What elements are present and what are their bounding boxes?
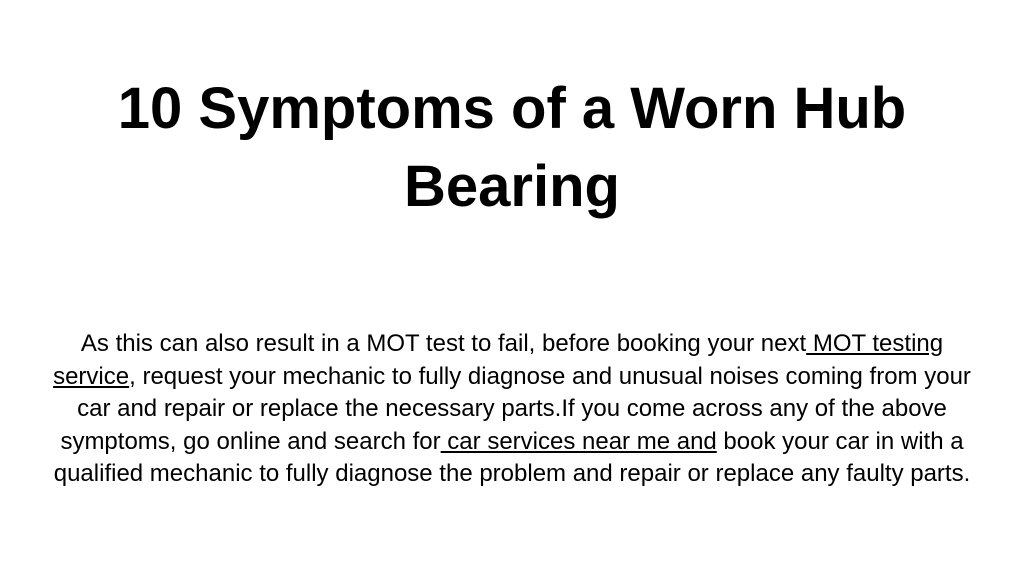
mot-testing-service-link[interactable]: MOT testing service <box>53 330 944 390</box>
car-services-near-me-link[interactable]: car services near me and <box>440 427 717 455</box>
paragraph-text-3: book your car in with a qualified mechanic to fully diagnose the problem and repair or replace any faulty parts. <box>53 427 971 487</box>
paragraph-text-1: As this can also result in a MOT test to fail, before booking your next <box>80 330 807 357</box>
slide-body-paragraph <box>48 328 976 491</box>
paragraph-text-2: , request your mechanic to fully diagnose and unusual noises coming from your car and repair or replace the necessary parts.If you come across any of the above symptoms, go online and search for <box>60 362 971 455</box>
slide-title: 10 Symptoms of a Worn Hub Bearing <box>117 76 907 219</box>
